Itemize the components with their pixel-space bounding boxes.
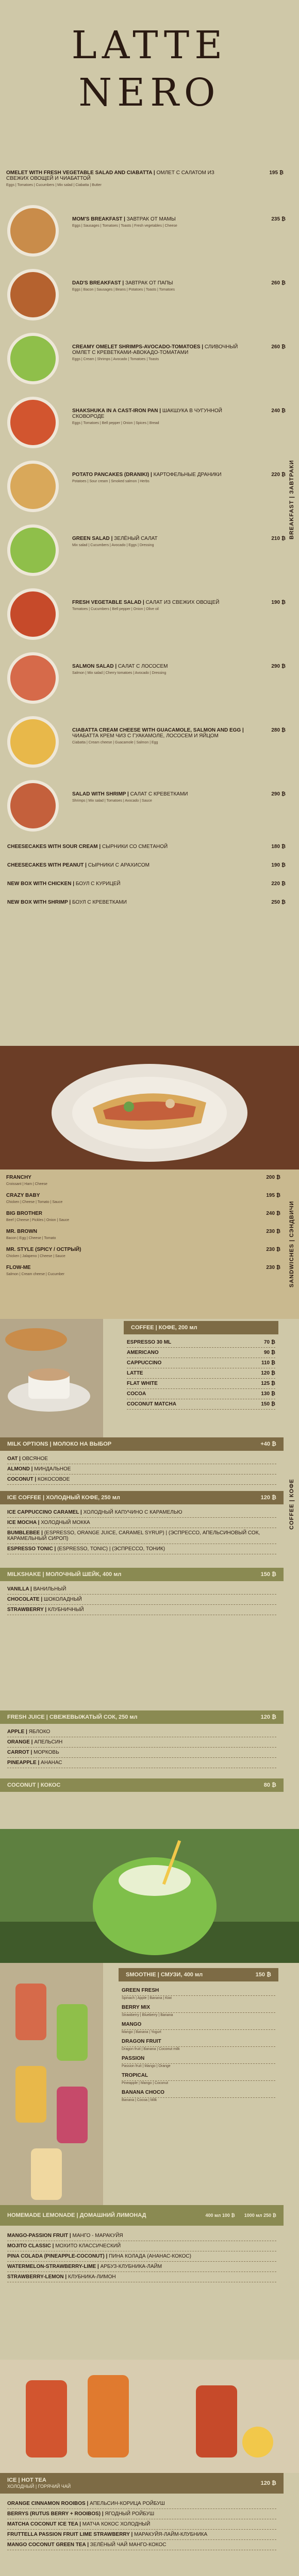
dish-name: MOM'S BREAKFAST | ЗАВТРАК ОТ МАМЫ xyxy=(72,216,176,222)
dish-name: CHEESECAKES WITH SOUR CREAM | СЫРНИКИ СО СМЕТАНОЙ xyxy=(7,844,168,850)
icetea-item-ru: МАРАКУЙЯ-ЛАЙМ-КЛУБНИКА xyxy=(134,2532,208,2537)
dish-name: DAD'S BREAKFAST | ЗАВТРАК ОТ ПАПЫ xyxy=(72,280,173,286)
lemonade-item-ru: КЛУБНИКА-ЛИМОН xyxy=(68,2274,116,2280)
milk-header: MILK OPTIONS | МОЛОКО НА ВЫБОР +40 ₿ xyxy=(0,1437,284,1451)
lemonade-header: HOMEMADE LEMONADE | ДОМАШНИЙ ЛИМОНАД 400 мл 100 ₿ 1000 мл 250 ₿ xyxy=(0,2205,284,2226)
icetea-item: BERRYS (RUTUS BERRY + ROOIBOS) | ЯГОДНЫЙ РОЙБУШ xyxy=(7,2509,276,2519)
juice-item: CARROT | МОРКОВЬ xyxy=(7,1748,276,1758)
sandwich-price: 240 ₿ xyxy=(266,1211,280,1216)
sandwich-item xyxy=(6,1193,280,1205)
milkshake-item-ru: ВАНИЛЬНЫЙ xyxy=(33,1586,67,1592)
icetea-section xyxy=(0,2473,299,2576)
ice-coffee-item-ru: ХОЛОДНЫЙ МОККА xyxy=(41,1520,90,1526)
breakfast-item xyxy=(0,265,289,327)
smoothie-item-desc: Dragon fruit | Banana | Coconut milk xyxy=(122,2047,180,2051)
smoothie-glasses-image xyxy=(0,1963,103,2205)
smoothie-item-desc: Spinach | Apple | Banana | Kiwi xyxy=(122,1996,172,2000)
juice-item-ru: АНАНАС xyxy=(41,1760,62,1766)
smoothie-item xyxy=(122,2003,275,2013)
ice-coffee-item-en: ICE MOCHA xyxy=(7,1520,37,1526)
dish-name: NEW BOX WITH SHRIMP | БОУЛ С КРЕВЕТКАМИ xyxy=(7,900,127,905)
dish-name: CHEESECAKES WITH PEANUT | СЫРНИКИ С АРАХИСОМ xyxy=(7,862,150,868)
icetea-photo xyxy=(0,2360,299,2473)
coffee-item xyxy=(127,1337,275,1348)
smoothie-list xyxy=(119,1981,278,2109)
breakfast-item-text xyxy=(72,280,247,292)
breakfast-item xyxy=(0,712,289,774)
coffee-item xyxy=(127,1358,275,1368)
juice-header: FRESH JUICE | СВЕЖЕВЫЖАТЫЙ СОК, 250 мл 120 ₿ xyxy=(0,1710,284,1724)
lemonade-item-en: WATERMELON-STRAWBERRY-LIME xyxy=(7,2264,96,2269)
juice-item-ru: ЯБЛОКО xyxy=(28,1729,51,1735)
intro-desc: Eggs | Tomatoes | Cucumbers | Mix salad | Ciabatta | Butter xyxy=(6,183,102,187)
icetea-item-ru: ЯГОДНЫЙ РОЙБУШ xyxy=(105,2511,155,2517)
dish-name-en: CREAMY OMELET SHRIMPS-AVOCADO-TOMATOES xyxy=(72,344,201,350)
intro-title-ru: ОМЛЕТ С САЛАТОМ ИЗ СВЕЖИХ ОВОЩЕЙ И ЧИАБАТТОЙ xyxy=(6,170,214,181)
dish-price: 260 ₿ xyxy=(271,344,286,350)
ice-coffee-item: ICE MOCHA | ХОЛОДНЫЙ МОККА xyxy=(7,1518,276,1528)
dish-photo xyxy=(7,588,59,640)
sandwich-price: 230 ₿ xyxy=(266,1247,280,1252)
lemonade-item-ru: ПИНА КОЛАДА (АНАНАС-КОКОС) xyxy=(109,2253,191,2259)
lemonade-item: MANGO-PASSION FRUIT | МАНГО - МАРАКУЙЯ xyxy=(7,2231,276,2241)
dish-name-ru: САЛАТ С ЛОСОСЕМ xyxy=(118,664,168,669)
breakfast-item xyxy=(0,393,289,454)
ice-coffee-item-ru: (ESPRESSO, ORANGE JUICE, CARAMEL SYRUP) | (ЭСПРЕССО, АПЕЛЬСИНОВЫЙ СОК, КАРАМЕЛЬНЫЙ СИРОП) xyxy=(7,1530,260,1541)
dish-name-en: GREEN SALAD xyxy=(72,536,110,541)
lemonade-item: STRAWBERRY-LEMON | КЛУБНИКА-ЛИМОН xyxy=(7,2272,276,2282)
dish-price: 250 ₿ xyxy=(271,900,286,905)
breakfast-item-text xyxy=(72,408,247,426)
ice-coffee-item-en: ICE CAPPUCCINO CARAMEL xyxy=(7,1510,79,1515)
juice-item-en: CARROT xyxy=(7,1750,29,1755)
logo xyxy=(0,22,299,116)
dish-price: 190 ₿ xyxy=(271,862,286,868)
dish-desc: Ciabatta | Cream cheese | Guacamole | Salmon | Egg xyxy=(72,741,158,744)
smoothie-item xyxy=(122,2054,275,2064)
dish-name-en: SHAKSHUKA IN A CAST-IRON PAN xyxy=(72,408,158,414)
milkshake-item-ru: КЛУБНИЧНЫЙ xyxy=(47,1607,84,1613)
lemonade-item-en: MANGO-PASSION FRUIT xyxy=(7,2233,69,2239)
dish-name-ru: САЛАТ С КРЕВЕТКАМИ xyxy=(130,791,188,797)
icetea-item: MANGO COCONUT GREEN TEA | ЗЕЛЁНЫЙ ЧАЙ МАНГО-КОКОС xyxy=(7,2540,276,2550)
dish-price: 220 ₿ xyxy=(271,881,286,887)
ice-coffee-item-ru: ХОЛОДНЫЙ КАПУЧИНО С КАРАМЕЛЬЮ xyxy=(83,1510,182,1515)
lemonade-item-ru: АРБУЗ-КЛУБНИКА-ЛАЙМ xyxy=(100,2264,162,2269)
coffee-item xyxy=(127,1368,275,1379)
dish-name-ru: БОУЛ С КУРИЦЕЙ xyxy=(75,881,121,887)
breakfast-item xyxy=(0,776,289,838)
coconut-header: COCONUT | КОКОС 80 ₿ xyxy=(0,1778,284,1792)
dish-photo xyxy=(7,652,59,704)
milkshake-item: VANILLA | ВАНИЛЬНЫЙ xyxy=(7,1584,276,1595)
smoothie-header: SMOOTHIE | СМУЗИ, 400 мл 150 ₿ xyxy=(119,1968,278,1981)
breakfast-item-text xyxy=(72,727,247,745)
lemonade-item: WATERMELON-STRAWBERRY-LIME | АРБУЗ-КЛУБНИКА-ЛАЙМ xyxy=(7,2262,276,2272)
dish-photo xyxy=(7,397,59,448)
milkshake-item-en: CHOCOLATE xyxy=(7,1597,40,1602)
dish-name-en: MOM'S BREAKFAST xyxy=(72,216,123,222)
icetea-item-en: FRUTTELLA PASSION FRUIT LIME STRAWBERRY xyxy=(7,2532,130,2537)
ice-coffee-header: ICE COFFEE | ХОЛОДНЫЙ КОФЕ, 250 мл 120 ₿ xyxy=(0,1491,284,1504)
dish-name: POTATO PANCAKES (DRANIKI) | КАРТОФЕЛЬНЫЕ ДРАНИКИ xyxy=(72,472,222,478)
sandwich-item xyxy=(6,1229,280,1241)
smoothie-item xyxy=(122,2037,275,2047)
breakfast-item xyxy=(0,877,289,895)
breakfast-item-text xyxy=(72,791,247,803)
juice-item-en: PINEAPPLE xyxy=(7,1760,37,1766)
icetea-item-ru: МАТЧА КОКОС ХОЛОДНЫЙ xyxy=(82,2521,151,2527)
milk-item: COCONUT | КОКОСОВОЕ xyxy=(7,1475,276,1485)
dish-photo xyxy=(7,269,59,320)
coffee-list xyxy=(124,1334,278,1410)
milk-item-en: COCONUT xyxy=(7,1477,34,1482)
smoothie-section xyxy=(0,1963,299,2205)
coconut-image xyxy=(0,1829,299,1963)
icetea-item-en: MATCHA COCONUT ICE TEA xyxy=(7,2521,78,2527)
dish-name: NEW BOX WITH CHICKEN | БОУЛ С КУРИЦЕЙ xyxy=(7,881,121,887)
dish-desc: Eggs | Bacon | Sausages | Beans | Potatoes | Toasts | Tomatoes xyxy=(72,288,175,292)
dish-name-ru: ЧИАБАТТА КРЕМ ЧИЗ С ГУАКАМОЛЕ, ЛОСОСЕМ И ЯЙЦОМ xyxy=(72,733,219,739)
smoothie-item xyxy=(122,2088,275,2098)
coffee-tab: COFFEE | КОФЕ xyxy=(289,1479,295,1530)
milk-item-ru: МИНДАЛЬНОЕ xyxy=(34,1466,71,1472)
smoothie-item xyxy=(122,2071,275,2081)
dish-desc: Eggs | Tomatoes | Bell pepper | Onion | Spices | Bread xyxy=(72,421,159,425)
breakfast-item xyxy=(0,895,289,914)
dish-desc: Mix salad | Cucumbers | Avocado | Eggs | Dressing xyxy=(72,544,154,547)
milk-item-ru: КОКОСОВОЕ xyxy=(37,1477,70,1482)
milk-list xyxy=(0,1451,284,1488)
dish-name-ru: ЗЕЛЁНЫЙ САЛАТ xyxy=(114,536,158,541)
smoothie-item-en: BERRY MIX xyxy=(122,2005,151,2010)
smoothie-item-desc: Mango | Banana | Yogurt xyxy=(122,2030,161,2034)
coffee-item-en: COCOA xyxy=(127,1391,146,1397)
breakfast-item-text xyxy=(7,862,229,868)
dish-price: 190 ₿ xyxy=(271,600,286,605)
sandwich-price: 230 ₿ xyxy=(266,1229,280,1234)
milkshake-list xyxy=(0,1581,284,1618)
coffee-item-en: FLAT WHITE xyxy=(127,1381,158,1386)
smoothie-item-desc: Strawberry | Blueberry | Banana xyxy=(122,2013,173,2017)
dish-price: 290 ₿ xyxy=(271,664,286,669)
dish-photo xyxy=(7,205,59,257)
sandwich-price: 200 ₿ xyxy=(266,1175,280,1180)
dish-desc: Eggs | Cream | Shrimps | Avocado | Tomatoes | Toasts xyxy=(72,358,159,361)
coffee-item-price: 150 ₿ xyxy=(261,1401,275,1407)
dish-desc: Salmon | Mix salad | Cherry tomatoes | Avocado | Dressing xyxy=(72,671,167,675)
breakfast-item-text xyxy=(72,216,247,228)
icetea-item: ORANGE CINNAMON ROOIBOS | АПЕЛЬСИН-КОРИЦА РОЙБУШ xyxy=(7,2499,276,2509)
milk-item-en: ALMOND xyxy=(7,1466,30,1472)
juice-item-ru: АПЕЛЬСИН xyxy=(34,1739,63,1745)
breakfast-item-text xyxy=(7,900,229,905)
sandwich-item xyxy=(6,1247,280,1259)
milkshake-header: MILKSHAKE | МОЛОЧНЫЙ ШЕЙК, 400 мл 150 ₿ xyxy=(0,1568,284,1581)
dish-price: 180 ₿ xyxy=(271,844,286,850)
dish-name: SALAD WITH SHRIMP | САЛАТ С КРЕВЕТКАМИ xyxy=(72,791,188,797)
juice-item-en: APPLE xyxy=(7,1729,25,1735)
sandwich-price: 230 ₿ xyxy=(266,1265,280,1270)
milkshake-item-ru: ШОКОЛАДНЫЙ xyxy=(43,1597,82,1602)
dish-name-ru: СЛИВОЧНЫЙ ОМЛЕТ С КРЕВЕТКАМИ-АВОКАДО-ТОМАТАМИ xyxy=(72,344,238,355)
dish-photo xyxy=(7,716,59,768)
icetea-item: MATCHA COCONUT ICE TEA | МАТЧА КОКОС ХОЛОДНЫЙ xyxy=(7,2519,276,2530)
sandwiches-list xyxy=(0,1170,299,1277)
milkshake-item-en: VANILLA xyxy=(7,1586,29,1592)
sandwich-name: FRANCHY xyxy=(6,1175,31,1180)
breakfast-item xyxy=(0,329,289,391)
dish-price: 210 ₿ xyxy=(271,536,286,541)
coffee-cup-image xyxy=(0,1319,103,1437)
sandwich-price: 195 ₿ xyxy=(266,1193,280,1198)
dish-name-ru: СЫРНИКИ СО СМЕТАНОЙ xyxy=(102,844,168,850)
icetea-list xyxy=(0,2494,284,2555)
breakfast-item xyxy=(0,456,289,518)
dish-name-ru: ЗАВТРАК ОТ ПАПЫ xyxy=(125,280,173,286)
dish-name-ru: ЗАВТРАК ОТ МАМЫ xyxy=(126,216,176,222)
milk-item-en: OAT xyxy=(7,1456,18,1462)
smoothie-menu xyxy=(119,1968,278,2109)
dish-name: GREEN SALAD | ЗЕЛЁНЫЙ САЛАТ xyxy=(72,536,158,541)
sandwiches-section xyxy=(0,1046,299,1319)
sandwich-desc: Salmon | Cream cheese | Cucumber xyxy=(6,1273,64,1276)
breakfast-item-text xyxy=(7,844,229,850)
breakfast-intro: OMELET WITH FRESH VEGETABLE SALAD AND CIABATTA | ОМЛЕТ С САЛАТОМ ИЗ СВЕЖИХ ОВОЩЕЙ И ЧИАБАТТОЙ Eggs | Tomatoes | Cucumbers | Mix salad | Ciabatta | Butter 195 ₿ xyxy=(6,170,284,187)
smoothie-item xyxy=(122,1986,275,1996)
intro-price: 195 ₿ xyxy=(269,170,284,176)
dish-name-en: NEW BOX WITH CHICKEN xyxy=(7,881,72,887)
lemonade-list xyxy=(0,2226,284,2287)
lemonade-item-en: PINA COLADA (PINEAPPLE-COCONUT) xyxy=(7,2253,105,2259)
breakfast-item xyxy=(0,648,289,710)
dish-name-en: FRESH VEGETABLE SALAD xyxy=(72,600,142,605)
smoothie-item-en: DRAGON FRUIT xyxy=(122,2039,161,2044)
ice-coffee-item: ICE CAPPUCCINO CARAMEL | ХОЛОДНЫЙ КАПУЧИНО С КАРАМЕЛЬЮ xyxy=(7,1507,276,1518)
sandwich-desc: Chicken | Jalapeno | Cheese | Sauce xyxy=(6,1255,65,1258)
intro-title: OMELET WITH FRESH VEGETABLE SALAD AND CIABATTA xyxy=(6,170,153,176)
juice-item-ru: МОРКОВЬ xyxy=(34,1750,59,1755)
breakfast-item xyxy=(0,520,289,582)
dish-name-ru: КАРТОФЕЛЬНЫЕ ДРАНИКИ xyxy=(153,472,222,478)
dish-name: SHAKSHUKA IN A CAST-IRON PAN | ШАКШУКА В ЧУГУННОЙ СКОВОРОДЕ xyxy=(72,408,222,419)
breakfast-item-text xyxy=(72,536,247,548)
icetea-item-ru: АПЕЛЬСИН-КОРИЦА РОЙБУШ xyxy=(90,2501,165,2506)
coffee-item xyxy=(127,1379,275,1389)
lemonade-section xyxy=(0,2205,299,2360)
sandwich-name: MR. STYLE (SPICY / ОСТРЫЙ) xyxy=(6,1247,81,1252)
icetea-item-ru: ЗЕЛЁНЫЙ ЧАЙ МАНГО-КОКОС xyxy=(90,2542,167,2548)
sandwich-plate-image xyxy=(0,1046,299,1170)
milk-item-ru: ОВСЯНОЕ xyxy=(22,1456,48,1462)
coffee-item-price: 125 ₿ xyxy=(261,1381,275,1386)
coffee-menu xyxy=(124,1321,278,1410)
menu-header xyxy=(0,0,299,170)
icetea-image xyxy=(0,2360,299,2473)
icetea-item-en: BERRYS (RUTUS BERRY + ROOIBOS) xyxy=(7,2511,101,2517)
lemonade-item-ru: МАНГО - МАРАКУЙЯ xyxy=(72,2233,123,2239)
lemonade-item-en: STRAWBERRY-LEMON xyxy=(7,2274,64,2280)
breakfast-item xyxy=(0,201,289,263)
dish-name-en: NEW BOX WITH SHRIMP xyxy=(7,900,68,905)
breakfast-item xyxy=(0,584,289,646)
sandwich-desc: Beef | Cheese | Pickles | Onion | Sauce xyxy=(6,1218,70,1222)
sandwich-desc: Chicken | Cheese | Tomato | Sauce xyxy=(6,1200,63,1204)
sandwich-item xyxy=(6,1265,280,1277)
dish-price: 260 ₿ xyxy=(271,280,286,286)
coffee-item-en: CAPPUCCINO xyxy=(127,1360,162,1366)
breakfast-item-text xyxy=(72,600,247,612)
sandwich-name: FLOW-ME xyxy=(6,1265,31,1270)
coffee-item-en: ESPRESSO 30 ML xyxy=(127,1340,172,1345)
dish-name-en: DAD'S BREAKFAST xyxy=(72,280,121,286)
coffee-section xyxy=(0,1319,299,1710)
dish-name-en: CIABATTA CREAM CHEESE WITH GUACAMOLE, SALMON AND EGG xyxy=(72,727,241,733)
milkshake-item: STRAWBERRY | КЛУБНИЧНЫЙ xyxy=(7,1605,276,1615)
sandwich-item xyxy=(6,1211,280,1223)
smoothie-item-en: PASSION xyxy=(122,2056,145,2061)
breakfast-item xyxy=(0,840,289,858)
juice-item: APPLE | ЯБЛОКО xyxy=(7,1727,276,1737)
dish-price: 290 ₿ xyxy=(271,791,286,797)
icetea-item-en: ORANGE CINNAMON ROOIBOS xyxy=(7,2501,86,2506)
coffee-top xyxy=(0,1319,299,1437)
dish-name-ru: САЛАТ ИЗ СВЕЖИХ ОВОЩЕЙ xyxy=(145,600,220,605)
coffee-item xyxy=(127,1399,275,1410)
smoothie-item-en: BANANA CHOCO xyxy=(122,2090,164,2095)
dish-name-en: CHEESECAKES WITH PEANUT xyxy=(7,862,84,868)
ice-coffee-item-en: ESPRESSO TONIC xyxy=(7,1546,53,1552)
dish-desc: Shrimps | Mix salad | Tomatoes | Avocado | Sauce xyxy=(72,799,152,803)
breakfast-item-text xyxy=(72,344,247,362)
milk-item: OAT | ОВСЯНОЕ xyxy=(7,1454,276,1464)
coffee-item-en: COCONUT MATCHA xyxy=(127,1401,176,1407)
icetea-header: ICE | HOT TEA ХОЛОДНЫЙ | ГОРЯЧИЙ ЧАЙ 120 ₿ xyxy=(0,2473,284,2494)
lemonade-item: MOJITO CLASSIC | МОХИТО КЛАССИЧЕСКИЙ xyxy=(7,2241,276,2251)
coffee-item-price: 70 ₿ xyxy=(263,1340,275,1345)
dish-price: 235 ₿ xyxy=(271,216,286,222)
dish-photo xyxy=(7,524,59,576)
dish-photo xyxy=(7,780,59,832)
coffee-item-en: LATTE xyxy=(127,1370,143,1376)
lemonade-item-en: MOJITO CLASSIC xyxy=(7,2243,51,2249)
dish-name: SALMON SALAD | САЛАТ С ЛОСОСЕМ xyxy=(72,664,168,669)
sandwich-item xyxy=(6,1175,280,1187)
smoothie-item xyxy=(122,2020,275,2030)
breakfast-section xyxy=(0,170,299,1046)
dish-photo xyxy=(7,333,59,384)
dish-name-en: CHEESECAKES WITH SOUR CREAM xyxy=(7,844,98,850)
sandwich-desc: Bacon | Egg | Cheese | Tomato xyxy=(6,1236,56,1240)
ice-coffee-list xyxy=(0,1504,284,1557)
breakfast-item-text xyxy=(72,664,247,675)
juice-item-en: ORANGE xyxy=(7,1739,30,1745)
smoothie-item-desc: Banana | Cocoa | Milk xyxy=(122,2098,157,2102)
smoothie-item-en: TROPICAL xyxy=(122,2073,148,2078)
juice-section xyxy=(0,1710,299,1829)
coffee-item xyxy=(127,1348,275,1358)
icetea-item-en: MANGO COCONUT GREEN TEA xyxy=(7,2542,86,2548)
dish-name-en: SALMON SALAD xyxy=(72,664,114,669)
dish-price: 220 ₿ xyxy=(271,472,286,478)
coffee-item-price: 110 ₿ xyxy=(261,1360,275,1366)
milk-item: ALMOND | МИНДАЛЬНОЕ xyxy=(7,1464,276,1475)
dish-name-ru: БОУЛ С КРЕВЕТКАМИ xyxy=(72,900,127,905)
dish-name: FRESH VEGETABLE SALAD | САЛАТ ИЗ СВЕЖИХ ОВОЩЕЙ xyxy=(72,600,220,605)
dish-price: 240 ₿ xyxy=(271,408,286,414)
ice-coffee-item-en: BUMBLEBEE xyxy=(7,1530,40,1536)
sandwich-name: CRAZY BABY xyxy=(6,1193,40,1198)
coffee-item-price: 120 ₿ xyxy=(261,1370,275,1376)
coffee-item-en: AMERICANO xyxy=(127,1350,159,1355)
smoothie-item-desc: Pineapple | Mango | Coconut xyxy=(122,2081,169,2085)
breakfast-item-text xyxy=(72,472,247,484)
breakfast-tab: BREAKFAST | ЗАВТРАКИ xyxy=(289,460,295,540)
dish-photo xyxy=(7,461,59,512)
icetea-item: FRUTTELLA PASSION FRUIT LIME STRAWBERRY | МАРАКУЙЯ-ЛАЙМ-КЛУБНИКА xyxy=(7,2530,276,2540)
coffee-item-price: 90 ₿ xyxy=(263,1350,275,1355)
breakfast-item xyxy=(0,858,289,877)
ice-coffee-item: BUMBLEBEE | (ESPRESSO, ORANGE JUICE, CARAMEL SYRUP) | (ЭСПРЕССО, АПЕЛЬСИНОВЫЙ СОК, КАРАМЕЛЬНЫЙ СИРОП) xyxy=(7,1528,276,1544)
dish-name-ru: ШАКШУКА В ЧУГУННОЙ СКОВОРОДЕ xyxy=(72,408,222,419)
dish-name-en: SALAD WITH SHRIMP xyxy=(72,791,126,797)
juice-list xyxy=(0,1724,284,1771)
ice-coffee-item: ESPRESSO TONIC | (ESPRESSO, TONIC) | (ЭСПРЕССО, ТОНИК) xyxy=(7,1544,276,1554)
juice-item: PINEAPPLE | АНАНАС xyxy=(7,1758,276,1768)
sandwich-name: BIG BROTHER xyxy=(6,1211,42,1216)
milkshake-item: CHOCOLATE | ШОКОЛАДНЫЙ xyxy=(7,1595,276,1605)
logo-line1: LATTE xyxy=(71,23,228,67)
smoothie-item-desc: Passion fruit | Mango | Orange xyxy=(122,2064,171,2068)
dish-desc: Potatoes | Sour cream | Smoked salmon | Herbs xyxy=(72,480,150,483)
coffee-item-price: 130 ₿ xyxy=(261,1391,275,1397)
dish-name: CREAMY OMELET SHRIMPS-AVOCADO-TOMATOES | СЛИВОЧНЫЙ ОМЛЕТ С КРЕВЕТКАМИ-АВОКАДО-ТОМАТАМИ xyxy=(72,344,238,355)
dish-name-en: POTATO PANCAKES (DRANIKI) xyxy=(72,472,150,478)
dish-name: CIABATTA CREAM CHEESE WITH GUACAMOLE, SALMON AND EGG | ЧИАБАТТА КРЕМ ЧИЗ С ГУАКАМОЛЕ, ЛОСОСЕМ И ЯЙЦОМ xyxy=(72,727,244,739)
smoothie-item-en: MANGO xyxy=(122,2022,142,2027)
milkshake-item-en: STRAWBERRY xyxy=(7,1607,44,1613)
smoothie-item-en: GREEN FRESH xyxy=(122,1988,159,1993)
coconut-photo xyxy=(0,1829,299,1963)
lemonade-item-ru: МОХИТО КЛАССИЧЕСКИЙ xyxy=(55,2243,121,2249)
lemonade-item: PINA COLADA (PINEAPPLE-COCONUT) | ПИНА КОЛАДА (АНАНАС-КОКОС) xyxy=(7,2251,276,2262)
ice-coffee-item-ru: (ESPRESSO, TONIC) | (ЭСПРЕССО, ТОНИК) xyxy=(57,1546,165,1552)
breakfast-item-text xyxy=(7,881,229,887)
juice-item: ORANGE | АПЕЛЬСИН xyxy=(7,1737,276,1748)
dish-price: 280 ₿ xyxy=(271,727,286,733)
dish-desc: Tomatoes | Cucumbers | Bell pepper | Onion | Olive oil xyxy=(72,607,159,611)
sandwiches-tab: SANDWICHES | СЭНДВИЧИ xyxy=(289,1200,295,1288)
coffee-item xyxy=(127,1389,275,1399)
dish-desc: Eggs | Sausages | Tomatoes | Toasts | Fresh vegetables | Cheese xyxy=(72,224,177,228)
sandwich-photo xyxy=(0,1046,299,1170)
logo-line2: NERO xyxy=(78,71,221,115)
sandwich-desc: Croissant | Ham | Cheese xyxy=(6,1182,47,1186)
sandwich-name: MR. BROWN xyxy=(6,1229,37,1234)
coffee-header: COFFEE | КОФЕ, 200 мл xyxy=(124,1321,278,1334)
dish-name-ru: СЫРНИКИ С АРАХИСОМ xyxy=(88,862,150,868)
